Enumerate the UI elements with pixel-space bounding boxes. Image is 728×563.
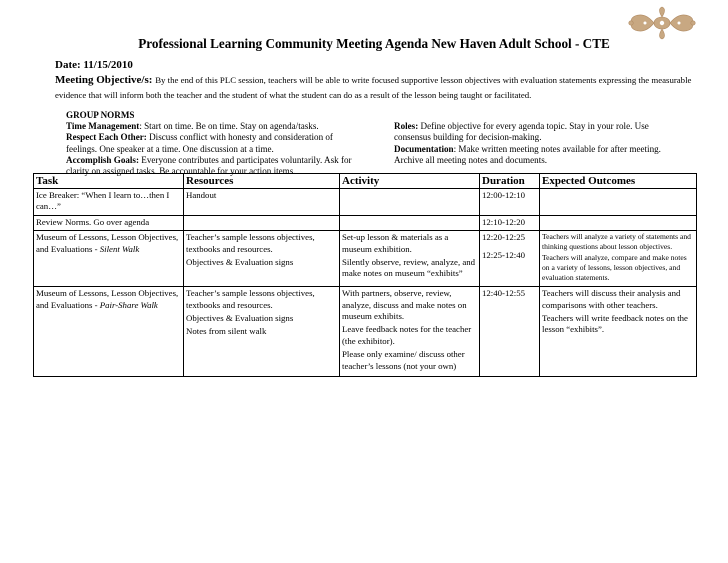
norm-respect (66, 132, 366, 154)
cell-activity (340, 287, 480, 377)
activity-item: Please only examine/ discuss other teacher’s lessons (not your own) (342, 349, 465, 371)
table-row (34, 189, 697, 216)
table-row (34, 215, 697, 230)
column-header-duration: Duration (480, 174, 540, 189)
cell-outcomes (540, 215, 697, 230)
cell-task (34, 231, 184, 287)
resource-item: Objectives & Evaluation signs (186, 257, 294, 268)
cell-activity (340, 215, 480, 230)
activity-item: Silently observe, review, analyze, and make notes on museum “exhibits” (342, 257, 476, 279)
activity-item: With partners, observe, review, analyze, discuss and make notes on museum exhibits. (342, 288, 467, 321)
activity-item: Leave feedback notes for the teacher (the exhibitor). (342, 324, 472, 346)
table-row (34, 231, 697, 287)
norm-text: Discuss conflict with honesty and consideration of feelings. One speaker at a time. One discussion at a time. (66, 132, 333, 154)
norms-heading: GROUP NORMS (66, 110, 135, 120)
norm-label: Roles: (394, 121, 419, 132)
task-text: Museum of Lessons, Lesson Objectives, and Evaluations - (36, 232, 179, 254)
cell-task: Review Norms. Go over agenda (34, 215, 184, 230)
norm-label: Accomplish Goals: (66, 154, 140, 165)
cell-resources (184, 231, 340, 287)
cell-outcomes (540, 287, 697, 377)
decorative-flourish-icon (627, 6, 697, 40)
norm-label: Time Management (66, 121, 140, 132)
resource-item: Teacher’s sample lessons objectives, textbooks and resources. (186, 288, 315, 310)
cell-activity (340, 231, 480, 287)
norms-right-column (394, 121, 684, 166)
norm-roles (394, 121, 684, 143)
cell-duration (480, 231, 540, 287)
resource-item: Notes from silent walk (186, 326, 267, 337)
objective-label: Meeting Objective/s: (55, 74, 153, 86)
cell-activity (340, 189, 480, 216)
group-norms (66, 110, 706, 176)
cell-task: Ice Breaker: “When I learn to…then I can…” (34, 189, 184, 216)
page-title: Professional Learning Community Meeting Agenda New Haven Adult School - CTE (138, 36, 610, 51)
norm-documentation (394, 144, 684, 166)
outcome-item: Teachers will discuss their analysis and comparisons with other teachers. (542, 288, 681, 310)
cell-duration: 12:00-12:10 (480, 189, 540, 216)
norm-label: Documentation (394, 143, 454, 154)
cell-outcomes (540, 189, 697, 216)
norm-label: Respect Each Other: (66, 132, 147, 143)
activity-item: Set-up lesson & materials as a museum exhibition. (342, 232, 449, 254)
norm-text: Define objective for every agenda topic. Stay in your role. Use consensus building for decision-making. (394, 121, 649, 143)
meeting-date: Date: 11/15/2010 (55, 59, 133, 71)
column-header-task: Task (34, 174, 184, 189)
norm-text: Everyone contributes and participates voluntarily. Ask for clarity on assigned tasks. Be accountable for your action items. (66, 154, 352, 176)
norms-left-column (66, 121, 366, 177)
column-header-activity: Activity (340, 174, 480, 189)
outcome-item: Teachers will write feedback notes on the lesson “exhibits”. (542, 313, 688, 335)
column-header-outcomes: Expected Outcomes (540, 174, 697, 189)
cell-resources: Handout (184, 189, 340, 216)
duration-item: 12:20-12:25 (482, 232, 526, 243)
cell-resources (184, 215, 340, 230)
outcome-item: Teachers will analyze, compare and make notes on a variety of lessons, lesson objectives, and evaluation statements. (542, 253, 687, 282)
meeting-objective (55, 73, 695, 103)
column-header-resources: Resources (184, 174, 340, 189)
agenda-table (33, 173, 697, 377)
task-text: Museum of Lessons, Lesson Objectives, and Evaluations - (36, 288, 179, 310)
table-row (34, 287, 697, 377)
task-emphasis: Pair-Share Walk (99, 299, 158, 310)
cell-resources (184, 287, 340, 377)
resource-item: Teacher’s sample lessons objectives, textbooks and resources. (186, 232, 315, 254)
norm-text: : Start on time. Be on time. Stay on agenda/tasks. (139, 121, 319, 132)
cell-outcomes (540, 231, 697, 287)
outcome-item: Teachers will analyze a variety of statements and thinking questions about lesson objectives. (542, 232, 691, 251)
resource-item: Objectives & Evaluation signs (186, 313, 294, 323)
norm-text: : Make written meeting notes available for after meeting. Archive all meeting notes and documents. (394, 143, 661, 165)
table-header-row (34, 174, 697, 189)
norm-time-management (66, 121, 366, 132)
cell-duration: 12:40-12:55 (480, 287, 540, 377)
cell-task (34, 287, 184, 377)
cell-duration: 12:10-12:20 (480, 215, 540, 230)
task-emphasis: Silent Walk (99, 243, 140, 254)
objective-text: By the end of this PLC session, teachers will be able to write focused supportive lesson objectives with evaluation statements expressing the measurable evidence that will inform both the teacher and the student of what the student can do as a result of the lesson being taught or facilitated. (55, 75, 692, 100)
duration-item: 12:25-12:40 (482, 249, 526, 260)
